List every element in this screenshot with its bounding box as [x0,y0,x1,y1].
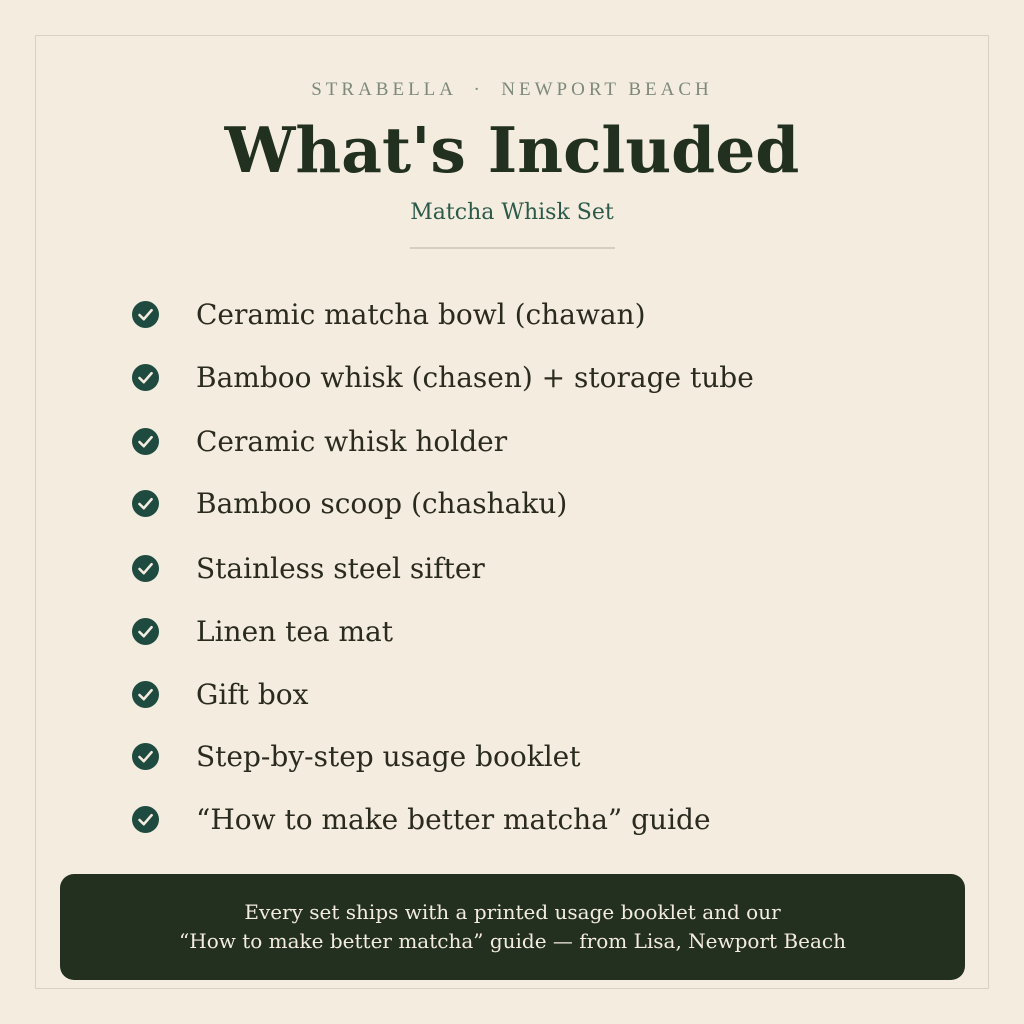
list-item [132,799,711,839]
item-label: Linen tea mat [196,614,393,648]
list-item [132,611,393,651]
list-item [132,421,507,461]
page-title: What's Included [224,113,800,187]
check-circle-icon [132,806,159,833]
footer-line-1: Every set ships with a printed usage booklet and our [244,900,781,924]
item-label: “How to make better matcha” guide [196,802,711,836]
check-circle-icon [132,428,159,455]
title-divider [410,247,615,249]
item-label: Ceramic whisk holder [196,424,508,458]
item-label: Step-by-step usage booklet [196,739,581,773]
item-label: Ceramic matcha bowl (chawan) [196,297,646,331]
footer-banner [60,874,965,980]
check-circle-icon [132,681,159,708]
check-circle-icon [132,301,159,328]
item-label: Bamboo whisk (chasen) + storage tube [196,360,754,394]
list-item [132,736,580,776]
check-circle-icon [132,364,159,391]
brand-line: STRABELLA · NEWPORT BEACH [311,79,713,100]
check-circle-icon [132,490,159,517]
product-subtitle: Matcha Whisk Set [410,200,614,225]
list-item [132,357,754,397]
item-label: Gift box [196,677,309,711]
list-item [132,294,646,334]
list-item [132,483,567,523]
footer-line-2: “How to make better matcha” guide — from Lisa, Newport Beach [179,929,846,953]
check-circle-icon [132,618,159,645]
check-circle-icon [132,743,159,770]
list-item [132,548,485,588]
item-label: Stainless steel sifter [196,551,485,585]
list-item [132,674,308,714]
item-label: Bamboo scoop (chashaku) [196,486,568,520]
check-circle-icon [132,555,159,582]
